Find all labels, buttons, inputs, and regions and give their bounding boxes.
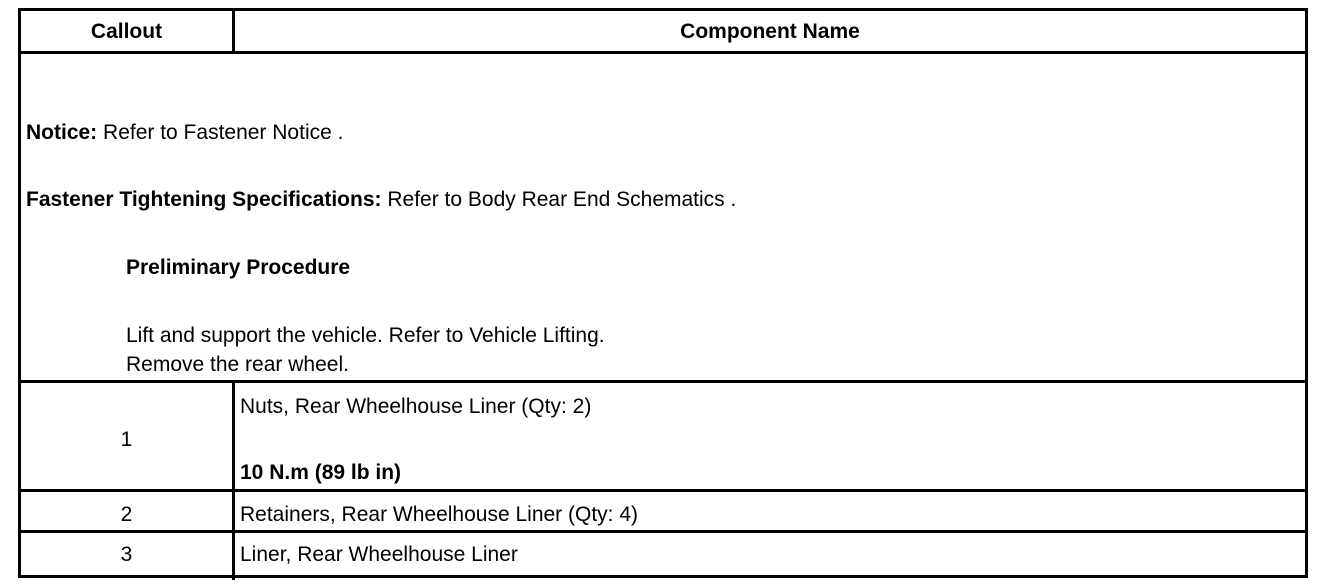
fastener-spec-text: Refer to Body Rear End Schematics . — [381, 188, 737, 211]
callout-header: Callout — [90, 20, 163, 43]
row-1-torque-spec: 10 N.m (89 lb in) — [240, 461, 402, 484]
procedure-step: Remove the rear wheel. — [126, 353, 349, 376]
notes-divider — [21, 380, 1305, 383]
row-1-name: Nuts, Rear Wheelhouse Liner (Qty: 2) — [240, 395, 592, 418]
notice-text: Refer to Fastener Notice . — [97, 121, 344, 144]
row-1-callout: 1 — [120, 428, 133, 451]
notice-label: Notice: — [26, 121, 98, 144]
row-2-name: Retainers, Rear Wheelhouse Liner (Qty: 4) — [240, 503, 639, 526]
fastener-spec-line — [26, 188, 736, 212]
row-divider — [21, 489, 1305, 492]
rows-column-divider — [232, 380, 235, 580]
row-3-name: Liner, Rear Wheelhouse Liner — [240, 543, 518, 566]
procedure-step: Lift and support the vehicle. Refer to Vehicle Lifting. — [126, 324, 605, 347]
row-3-callout: 3 — [120, 543, 133, 566]
header-divider — [21, 51, 1305, 54]
row-divider — [21, 530, 1305, 533]
fastener-spec-label: Fastener Tightening Specifications: — [26, 188, 382, 211]
components-table — [18, 8, 1308, 578]
notice-line — [26, 121, 343, 145]
component-name-header: Component Name — [680, 20, 860, 43]
row-2-callout: 2 — [120, 503, 133, 526]
preliminary-procedure-title: Preliminary Procedure — [126, 256, 351, 279]
header-column-divider — [232, 11, 235, 53]
